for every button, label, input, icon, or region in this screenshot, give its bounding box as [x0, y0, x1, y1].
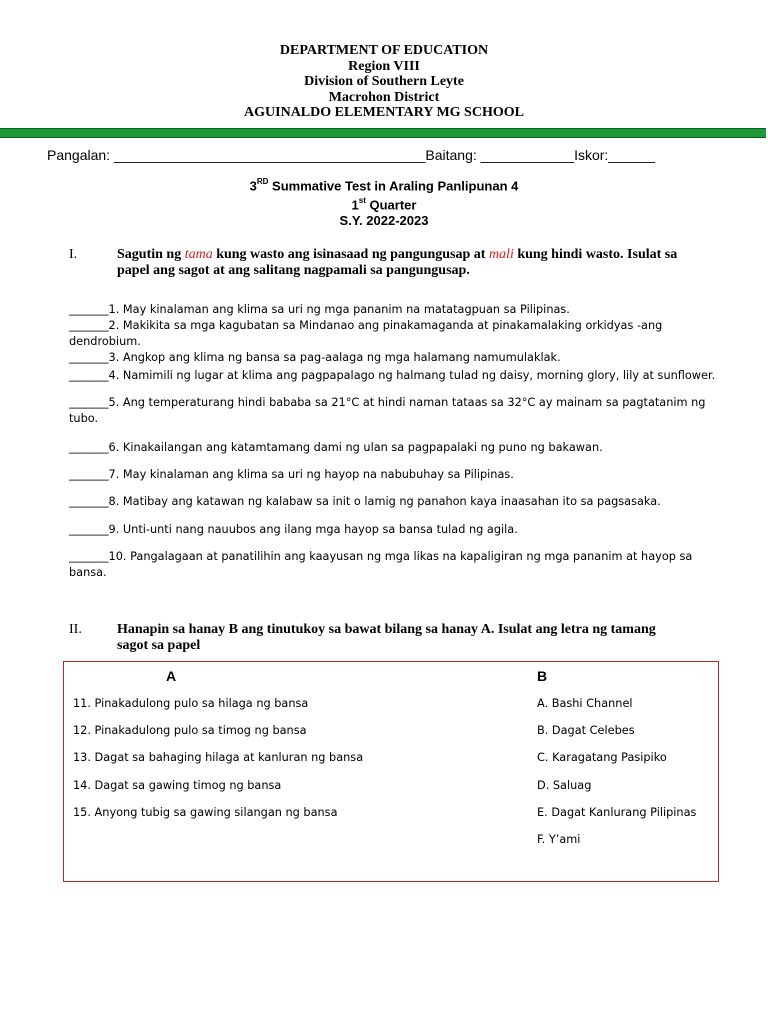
- true-false-item: _______4. Namimili ng lugar at klima ang pagpapalago ng halmang tulad ng daisy, morning glory, lily at sunflower.: [69, 369, 716, 382]
- matching-type-box: [63, 661, 719, 882]
- column-b-item: A. Bashi Channel: [537, 697, 633, 710]
- true-false-item: _______5. Ang temperaturang hindi bababa sa 21°C at hindi naman tataas sa 32°C ay mainam sa pagtatanim ng tubo.: [69, 396, 706, 425]
- column-b-item: F. Y’ami: [537, 833, 581, 846]
- column-b-item: C. Karagatang Pasipiko: [537, 751, 667, 764]
- column-b-item: D. Saluag: [537, 779, 592, 792]
- true-false-item: _______10. Pangalagaan at panatilihin ang kaayusan ng mga likas na kapaligiran ng mga pananim at hayop sa bansa.: [69, 550, 693, 579]
- test-title: [0, 175, 768, 228]
- test-name: 3RD Summative Test in Araling Panlipunan 4: [249, 177, 519, 194]
- true-false-item: _______7. May kinalaman ang klima sa uri ng hayop na nabubuhay sa Pilipinas.: [69, 468, 514, 481]
- section-2-instructions: Hanapin sa hanay B ang tinutukoy sa bawat bilang sa hanay A. Isulat ang letra ng tamang sagot sa papel: [117, 622, 656, 653]
- true-false-item: _______3. Angkop ang klima ng bansa sa pag-aalaga ng mga halamang namumulaklak.: [69, 351, 561, 364]
- document-header: [0, 43, 768, 121]
- green-divider-band: [0, 128, 766, 138]
- true-false-item: _______8. Matibay ang katawan ng kalabaw sa init o lamig ng panahon kaya inaasahan ito sa pagsasaka.: [69, 495, 661, 508]
- keyword-mali: mali: [488, 247, 514, 262]
- school-year: S.Y. 2022-2023: [339, 212, 429, 228]
- column-a-item: 11. Pinakadulong pulo sa hilaga ng bansa: [73, 697, 309, 710]
- column-a-header: A: [166, 668, 177, 684]
- school-name: AGUINALDO ELEMENTARY MG SCHOOL: [244, 105, 524, 120]
- section-1-instructions: Sagutin ng tama kung wasto ang isinasaad ng pangungusap at mali kung hindi wasto. Isulat sa papel ang sagot at ang salitang nagpamali sa pangungusap.: [117, 247, 678, 278]
- column-a-item: 15. Anyong tubig sa gawing silangan ng bansa: [73, 806, 338, 819]
- column-a-item: 12. Pinakadulong pulo sa timog ng bansa: [73, 724, 307, 737]
- district-name: Macrohon District: [328, 89, 440, 105]
- column-a-item: 13. Dagat sa bahaging hilaga at kanluran ng bansa: [73, 751, 364, 764]
- true-false-item: _______1. May kinalaman ang klima sa uri ng mga pananim na matatagpuan sa Pilipinas.: [69, 303, 570, 316]
- keyword-tama: tama: [184, 247, 213, 262]
- division-name: Division of Southern Leyte: [304, 74, 464, 89]
- column-b-header: B: [537, 668, 548, 684]
- section-1-number: I.: [69, 247, 78, 262]
- true-false-item: _______2. Makikita sa mga kagubatan sa Mindanao ang pinakamaganda at pinakamalaking orkidyas -ang dendrobium.: [69, 319, 663, 348]
- department-name: DEPARTMENT OF EDUCATION: [279, 43, 489, 58]
- section-2-number: II.: [69, 622, 82, 637]
- column-b-item: B. Dagat Celebes: [537, 724, 635, 737]
- quarter-label: 1st Quarter: [351, 195, 417, 213]
- true-false-item: _______9. Unti-unti nang nauubos ang ilang mga hayop sa bansa tulad ng agila.: [69, 523, 518, 536]
- region-name: Region VIII: [348, 58, 420, 74]
- column-a-item: 14. Dagat sa gawing timog ng bansa: [73, 779, 282, 792]
- column-b-item: E. Dagat Kanlurang Pilipinas: [537, 806, 697, 819]
- true-false-item: _______6. Kinakailangan ang katamtamang dami ng ulan sa pagpapalaki ng puno ng bakawan.: [69, 441, 603, 454]
- student-info-line: Pangalan: ________________________________________Baitang: ____________Iskor:______: [47, 147, 656, 163]
